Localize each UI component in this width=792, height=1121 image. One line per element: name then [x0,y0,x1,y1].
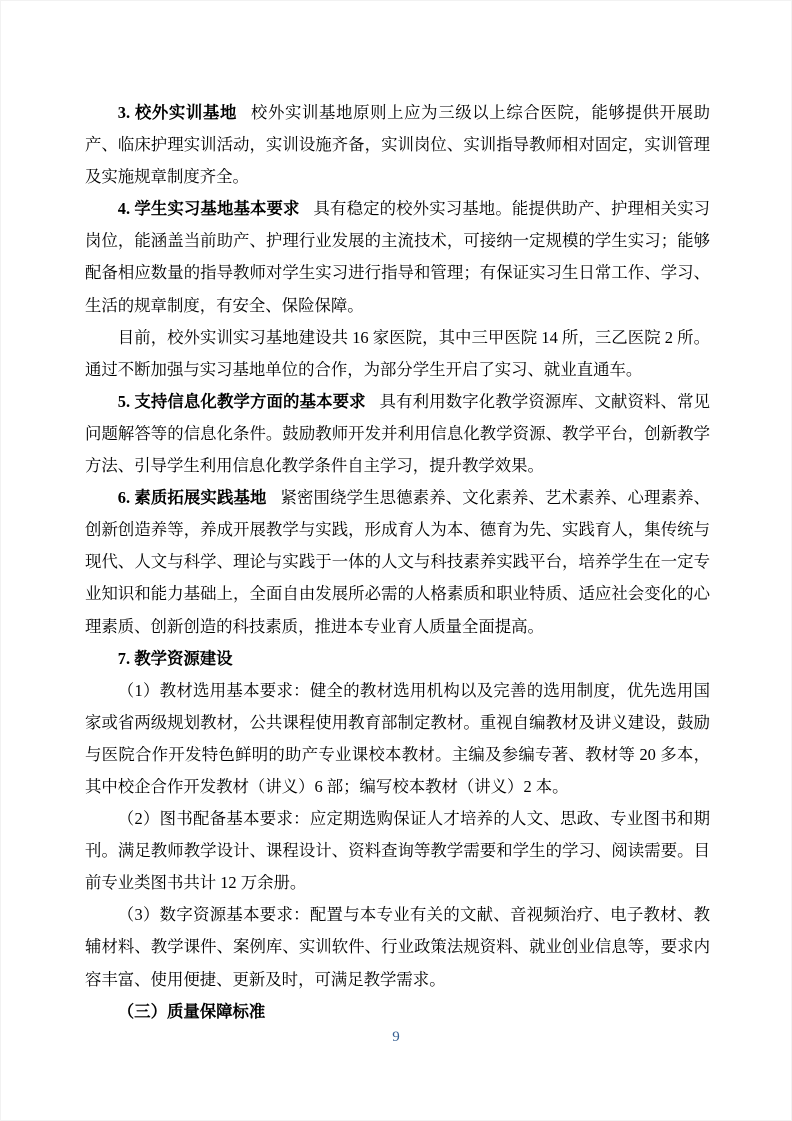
para-quality-expansion-base-heading: 6. 素质拓展实践基地 [117,488,267,508]
para-offcampus-training-base [85,97,710,193]
heading-quality-assurance-standard-label: （三）质量保障标准 [117,1001,266,1021]
para-informatization-teaching [85,386,710,482]
page-number: 9 [392,1029,400,1045]
para-offcampus-training-base-heading: 3. 校外实训基地 [117,103,237,122]
para-informatization-teaching-heading: 5. 支持信息化教学方面的基本要求 [117,391,366,411]
para-current-hospital-bases-text: 目前，校外实训实习基地建设共 16 家医院，其中三甲医院 14 所，三乙医院 2 所。通过不断加强与实习基地单位的合作，为部分学生开启了实习、就业直通车。 [85,327,710,379]
para-internship-base-requirements-text: 具有稳定的校外实习基地。能提供助产、护理相关实习岗位，能涵盖当前助产、护理行业发展的主流技术，可接纳一定规模的学生实习；能够配备相应数量的指导教师对学生实习进行指导和管理；有保证实习生日常工作、学习、生活的规章制度，有安全、保险保障。 [85,199,711,315]
para-informatization-teaching-text: 具有利用数字化教学资源库、文献资料、常见问题解答等的信息化条件。鼓励教师开发并利用信息化教学资源、教学平台，创新教学方法、引导学生利用信息化教学条件自主学习，提升教学效果。 [85,391,711,476]
para-digital-resources [85,899,710,995]
para-digital-resources-text: （3）数字资源基本要求：配置与本专业有关的文献、音视频治疗、电子教材、教辅材料、教学课件、案例库、实训软件、行业政策法规资料、就业创业信息等，要求内容丰富、使用便捷、更新及时，可满足教学需求。 [85,905,710,989]
para-internship-base-requirements [85,193,710,321]
para-textbook-selection-text: （1）教材选用基本要求：健全的教材选用机构以及完善的选用制度，优先选用国家或省两级规划教材，公共课程使用教育部制定教材。重视自编教材及讲义建设，鼓励与医院合作开发特色鲜明的助产专业课校本教材。主编及参编专著、教材等 20 多本，其中校企合作开发教材（讲义）6 部；编写校本教材（讲义）2 本。 [85,680,710,796]
para-current-hospital-bases [85,322,710,386]
para-offcampus-training-base-text: 校外实训基地原则上应为三级以上综合医院，能够提供开展助产、临床护理实训活动，实训设施齐备，实训岗位、实训指导教师相对固定，实训管理及实施规章制度齐全。 [85,103,711,187]
heading-teaching-resources [85,643,710,675]
para-library-books-text: （2）图书配备基本要求：应定期选购保证人才培养的人文、思政、专业图书和期刊。满足教师教学设计、课程设计、资料查询等教学需要和学生的学习、阅读需要。目前专业类图书共计 12 万余册。 [85,809,710,893]
para-quality-expansion-base [85,482,710,642]
para-textbook-selection [85,675,710,803]
para-internship-base-requirements-heading: 4. 学生实习基地基本要求 [117,199,300,219]
para-library-books [85,803,710,899]
heading-quality-assurance-standard [85,996,710,1028]
heading-teaching-resources-label: 7. 教学资源建设 [117,648,233,668]
para-quality-expansion-base-text: 紧密围绕学生思德素养、文化素养、艺术素养、心理素养、创新创造养等，养成开展教学与实践，形成育人为本、德育为先、实践育人，集传统与现代、人文与科学、理论与实践于一体的人文与科技素养实践平台，培养学生在一定专业知识和能力基础上，全面自由发展所必需的人格素质和职业特质、适应社会变化的心理素质、创新创造的科技素质，推进本专业育人质量全面提高。 [85,488,711,636]
